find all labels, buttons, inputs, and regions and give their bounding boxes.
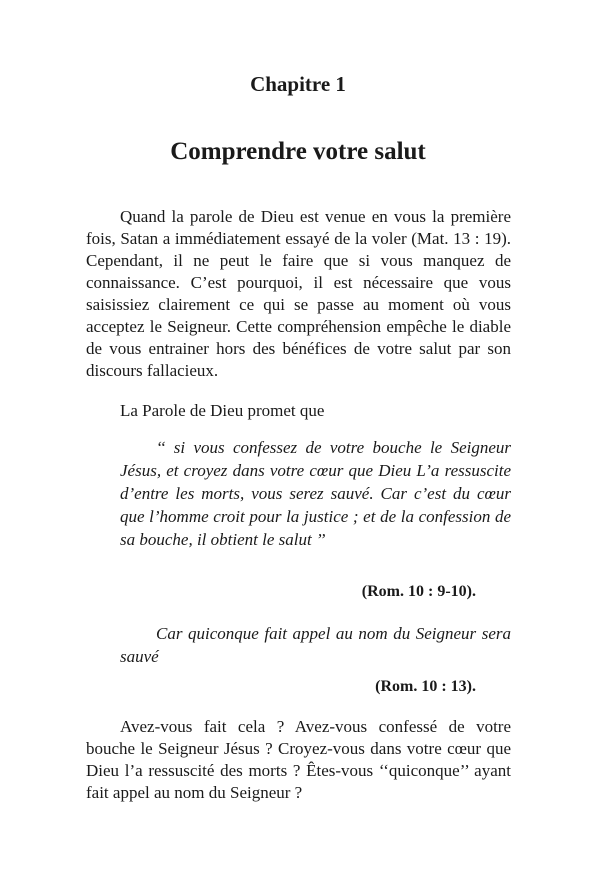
questions-paragraph: Avez-vous fait cela ? Avez-vous confessé de votre bouche le Seigneur Jésus ? Croyez-vous dans votre cœur que Dieu l’a ressuscité des morts ? Êtes-vous ‘‘quiconque’’ ayant fait appel au nom du Seigneur ? [86,717,511,802]
scripture-reference-romans-10-9: (Rom. 10 : 9-10). [361,583,476,600]
promise-paragraph: La Parole de Dieu promet que [120,401,325,420]
scripture-quote-romans-10-9: ‘‘ si vous confessez de votre bouche le Seigneur Jésus, et croyez dans votre cœur que Dieu L’a ressuscite d’entre les morts, vous serez sauvé. Car c’est du cœur que l’homme croit pour la justice ; et de la confession de sa bouche, il obtient le salut ’’ [120,438,511,549]
scripture-quote-romans-10-13: Car quiconque fait appel au nom du Seigneur sera sauvé [120,624,511,666]
chapter-label: Chapitre 1 [250,72,346,96]
scripture-reference-romans-10-13: (Rom. 10 : 13). [375,678,476,695]
chapter-title: Comprendre votre salut [170,138,426,165]
intro-paragraph: Quand la parole de Dieu est venue en vous la première fois, Satan a immédiatement essayé de la voler (Mat. 13 : 19). Cependant, il ne peut le faire que si vous manquez de connaissance. C’est pourquoi, il est nécessaire que vous saisissiez clairement ce qui se passe au moment où vous acceptez le Seigneur. Cette compréhension empêche le diable de vous entrainer hors des bénéfices de votre salut par son discours fallacieux. [86,207,511,380]
